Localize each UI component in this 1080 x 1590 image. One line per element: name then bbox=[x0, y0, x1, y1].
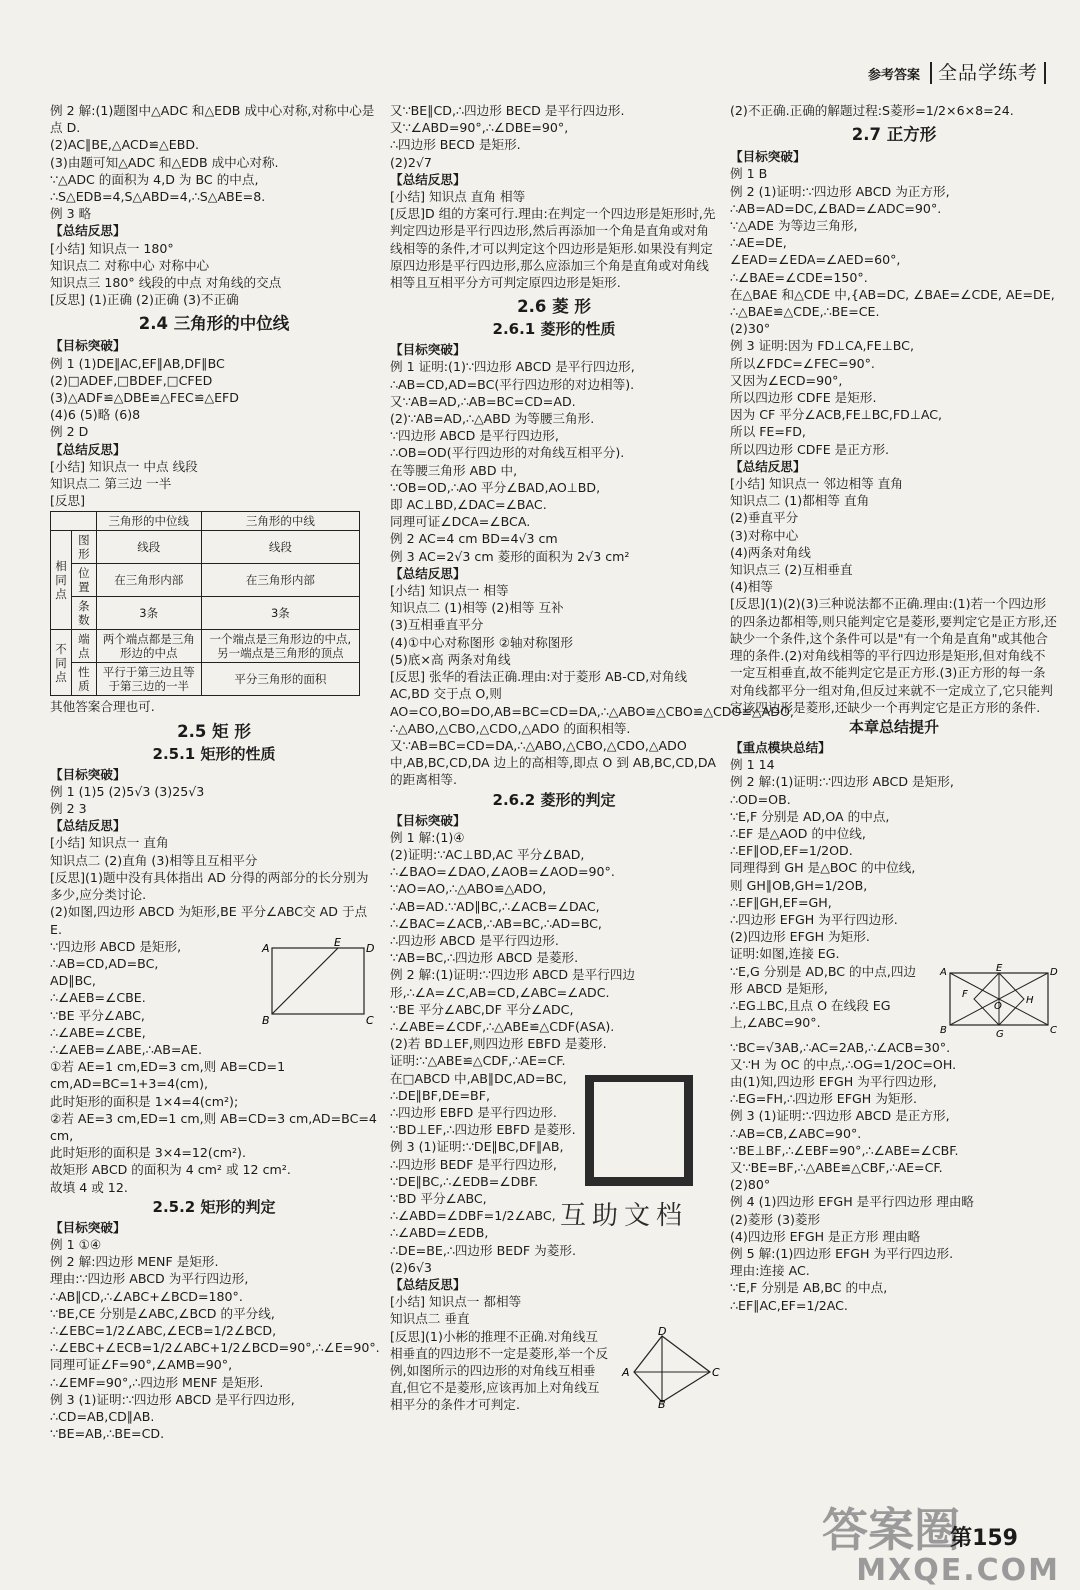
table-cell: 一个端点是三角形边的中点,另一端点是三角形的顶点 bbox=[201, 630, 359, 663]
text-line: ∴AB∥CD,∴∠ABC+∠BCD=180°. bbox=[50, 1288, 243, 1304]
text-line: ∵DE∥BC,∴∠EDB=∠DBF. bbox=[390, 1173, 539, 1189]
text-line: [反思] (1)正确 (2)正确 (3)不正确 bbox=[50, 292, 239, 308]
text-line: ∴△BAE≌△CDE,∴BE=CE. bbox=[730, 304, 880, 320]
text-line: ∴OB=OD(平行四边形的对角线互相平分). bbox=[390, 445, 625, 461]
text-line: ∴OD=OB. bbox=[730, 791, 791, 807]
section-tag: 【总结反思】 bbox=[50, 223, 126, 239]
text-line: ∴四边形 BEDF 是平行四边形, bbox=[390, 1156, 557, 1172]
table-cell: 端点 bbox=[72, 630, 97, 663]
table-cell: 三角形的中位线 bbox=[96, 512, 201, 531]
section-title: 2.5 矩 形 bbox=[177, 721, 251, 741]
column-right bbox=[730, 102, 1058, 1542]
text-line: (2)□ADEF,□BDEF,□CFED bbox=[50, 372, 213, 388]
figure-label: G bbox=[996, 1028, 1004, 1040]
text-line: (2)80° bbox=[730, 1177, 771, 1193]
text-line: ∴∠ABD=∠DBF=1/2∠ABC, bbox=[390, 1208, 556, 1224]
text-line: (2)垂直平分 bbox=[730, 510, 799, 526]
text-line: ∵△ADE 为等边三角形, bbox=[730, 218, 858, 234]
text-line: 所以 FE=FD, bbox=[730, 424, 806, 440]
text-line: ∴四边形 EFGH 为平行四边形. bbox=[730, 911, 898, 927]
text-line: 例 1 (1)5 (2)5√3 (3)25√3 bbox=[50, 783, 205, 799]
table-cell: 平行于第三边且等于第三边的一半 bbox=[96, 663, 201, 696]
section-title: 2.4 三角形的中位线 bbox=[138, 314, 290, 334]
text-line: ∵四边形 ABCD 是矩形, bbox=[50, 938, 182, 954]
text-line: (4)两条对角线 bbox=[730, 544, 811, 560]
site-logo: 答案圈 bbox=[822, 1503, 960, 1557]
text-line: ∴∠EMF=90°,∴四边形 MENF 是矩形. bbox=[50, 1374, 264, 1390]
text-line: 又因为∠ECD=90°, bbox=[730, 372, 843, 388]
text-line: 例 2 3 bbox=[50, 801, 87, 817]
table-cell: 平分三角形的面积 bbox=[201, 663, 359, 696]
text-line: 证明:如图,连接 EG. bbox=[730, 946, 840, 962]
text-line: 例 1 (1)DE∥AC,EF∥AB,DF∥BC bbox=[50, 355, 225, 371]
text-line: 知识点二 对称中心 对称中心 bbox=[50, 257, 210, 273]
text-line: 例 3 (1)证明:∵四边形 ABCD 是平行四边形, bbox=[50, 1391, 295, 1407]
text-line: ∴AB=AD=DC,∠BAD=∠ADC=90°. bbox=[730, 200, 942, 216]
text-line: 即 AC⊥BD,∠DAC=∠BAC. bbox=[390, 497, 547, 513]
text-line: ∵BE⊥BF,∴∠EBF=90°,∴∠ABE=∠CBF. bbox=[730, 1142, 959, 1158]
text-line: 理由:连接 AC. bbox=[730, 1263, 810, 1279]
text-line: 所以四边形 CDFE 是矩形. bbox=[730, 390, 877, 406]
table-cell: 线段 bbox=[96, 531, 201, 564]
subsection-title: 2.6.2 菱形的判定 bbox=[492, 790, 616, 809]
text-line: ∴四边形 EBFD 是平行四边形. bbox=[390, 1104, 557, 1120]
section-title: 2.7 正方形 bbox=[851, 125, 937, 145]
text-line: (4)四边形 EFGH 是正方形 理由略 bbox=[730, 1228, 921, 1244]
text-line: ∴AB=CB,∠ABC=90°. bbox=[730, 1125, 862, 1141]
text-line: 在等腰三角形 ABD 中, bbox=[390, 462, 518, 478]
text-line: ∵BE 平分∠ABC, bbox=[50, 1007, 145, 1023]
text-line: 因为 CF 平分∠ACB,FE⊥BC,FD⊥AC, bbox=[730, 407, 943, 423]
text-line: [反思](1)题中没有具体指出 AD 分得的两部分的长分别为多少,应分类讨论. bbox=[50, 869, 369, 903]
text-line: (4)6 (5)略 (6)8 bbox=[50, 407, 141, 423]
text-line: [小结] 知识点一 相等 bbox=[390, 583, 509, 599]
text-line: ∴AB=AD.∵AD∥BC,∴∠ACB=∠DAC, bbox=[390, 898, 600, 914]
text-line: [反思] bbox=[50, 493, 86, 509]
figure-label: E bbox=[334, 935, 341, 949]
text-line: 其他答案合理也可. bbox=[50, 699, 155, 715]
text-line: [反思] 张华的看法正确.理由:对于菱形 AB-CD,对角线 AC,BD 交于点 O,则 AO=CO,BO=DO,AB=BC=CD=DA,∴△ABO≌△CBO≌△CDO≌△ADO, bbox=[390, 669, 794, 719]
text-line: ∴AE=DE, bbox=[730, 235, 787, 251]
table-cell: 3条 bbox=[201, 597, 359, 630]
text-line: 此时矩形的面积是 1×4=4(cm²); bbox=[50, 1093, 239, 1109]
text-line: ∵AB=BC,∴四边形 ABCD 是菱形. bbox=[390, 950, 579, 966]
text-line: ∵BD 平分∠ABC, bbox=[390, 1190, 487, 1206]
subsection-title: 2.5.2 矩形的判定 bbox=[152, 1197, 276, 1216]
text-line: ∴∠EBC=1/2∠ABC,∠ECB=1/2∠BCD, bbox=[50, 1322, 277, 1338]
table-cell: 在三角形内部 bbox=[96, 564, 201, 597]
page-number: 第159 bbox=[950, 1526, 1018, 1551]
table-cell: 3条 bbox=[96, 597, 201, 630]
text-line: 例 3 (1)证明:∵四边形 ABCD 是正方形, bbox=[730, 1108, 950, 1124]
text-line: ∵E,F 分别是 AD,OA 的中点, bbox=[730, 808, 890, 824]
section-title: 2.6 菱 形 bbox=[517, 297, 591, 317]
subsection-title: 2.5.1 矩形的性质 bbox=[152, 744, 276, 763]
text-line: 证明:∵△ABE≌△CDF,∴AE=CF. bbox=[390, 1053, 566, 1069]
text-line: ∴EF∥AC,EF=1/2AC. bbox=[730, 1297, 848, 1313]
header-brand: 全品学练考 bbox=[930, 62, 1046, 84]
figure-label: D bbox=[366, 941, 375, 955]
table-cell bbox=[51, 512, 97, 531]
text-line: 则 GH∥OB,GH=1/2OB, bbox=[730, 877, 868, 893]
text-line: ∵AO=AO,∴△ABO≌△ADO, bbox=[390, 881, 547, 897]
figure-label: A bbox=[262, 941, 270, 955]
text-line: ①若 AE=1 cm,ED=3 cm,则 AB=CD=1 cm,AD=BC=1+3=4(cm), bbox=[50, 1059, 286, 1092]
text-line: ∴∠BAO=∠DAO,∠AOB=∠AOD=90°. bbox=[390, 864, 615, 880]
text-line: 知识点三 180° 线段的中点 对角线的交点 bbox=[50, 275, 282, 291]
text-line: 知识点二 (1)相等 (2)相等 互补 bbox=[390, 600, 564, 616]
text-line: ∴∠AEB=∠ABE,∴AB=AE. bbox=[50, 1041, 202, 1057]
text-line: 又∵∠ABD=90°,∴∠DBE=90°, bbox=[390, 120, 569, 136]
figure-label: O bbox=[994, 1000, 1002, 1012]
text-line: (2)若 BD⊥EF,则四边形 EBFD 是菱形. bbox=[390, 1036, 607, 1052]
text-line: ∴EF∥OD,EF=1/2OD. bbox=[730, 843, 853, 859]
column-left bbox=[50, 102, 378, 1542]
text-line: 例 1 B bbox=[730, 166, 768, 182]
text-line: 知识点二 第三边 一半 bbox=[50, 476, 172, 492]
text-line: [反思](1)(2)(3)三种说法都不正确.理由:(1)若一个四边形的四条边都相等,则只能判定它是菱形,要判定它是正方形,还缺少一个条件,这个条件可以是"有一个角是直角"或其他合理的条件.(2)对角线相等的平行四边形是矩形,但对角线不一定互相垂直,故不能判定它是正方形.(3)正方形的每一条对角线都平分一组对角,但反过来就不一定成立了,它只能判定该四边形是菱形,还缺少一个再判定它是正方形的条件. bbox=[730, 596, 1057, 715]
text-line: 此时矩形的面积是 3×4=12(cm²). bbox=[50, 1145, 246, 1161]
section-tag: 【总结反思】 bbox=[50, 441, 126, 457]
figure-label: D bbox=[658, 1324, 667, 1338]
text-line: 知识点二 (2)直角 (3)相等且互相平分 bbox=[50, 852, 258, 868]
text-line: 所以∠FDC=∠FEC=90°. bbox=[730, 355, 875, 371]
text-line: 同理可证∠F=90°,∠AMB=90°, bbox=[50, 1357, 233, 1373]
text-line: 知识点二 垂直 bbox=[390, 1311, 470, 1327]
text-line: 理由:∵四边形 ABCD 为平行四边形, bbox=[50, 1271, 249, 1287]
figure-label: A bbox=[940, 966, 947, 978]
text-line: 例 2 AC=4 cm BD=4√3 cm bbox=[390, 531, 558, 547]
text-line: 例 1 14 bbox=[730, 757, 775, 773]
text-line: [小结] 知识点一 都相等 bbox=[390, 1294, 522, 1310]
section-tag: 【总结反思】 bbox=[390, 565, 466, 581]
figure-label: B bbox=[262, 1013, 270, 1027]
rectangle-figure bbox=[258, 935, 378, 1028]
text-line: ∵BE 平分∠ABC,DF 平分∠ADC, bbox=[390, 1001, 574, 1017]
figure-label: C bbox=[1050, 1024, 1057, 1036]
text-line: (3)△ADF≌△DBE≌△FEC≌△EFD bbox=[50, 390, 239, 406]
text-line: ∴△ABO,△CBO,△CDO,△ADO 的面积相等. bbox=[390, 720, 631, 736]
text-line: ∵四边形 ABCD 是平行四边形, bbox=[390, 428, 559, 444]
text-line: ∵BE,CE 分别是∠ABC,∠BCD 的平分线, bbox=[50, 1305, 275, 1321]
text-line: 例 3 证明:因为 FD⊥CA,FE⊥BC, bbox=[730, 338, 914, 354]
text-line: ∵E,G 分别是 AD,BC 的中点,四边形 ABCD 是矩形, bbox=[730, 963, 917, 996]
table-row bbox=[51, 597, 360, 630]
text-line: [小结] 知识点 直角 相等 bbox=[390, 189, 526, 205]
text-line: 例 2 (1)证明:∵四边形 ABCD 为正方形, bbox=[730, 183, 950, 199]
table-cell: 相同点 bbox=[51, 531, 72, 630]
text-line: ∴EF∥GH,EF=GH, bbox=[730, 894, 832, 910]
text-line: ∠EAD=∠EDA=∠AED=60°, bbox=[730, 252, 901, 268]
text-line: (2)∵AB=AD,∴△ABD 为等腰三角形. bbox=[390, 411, 595, 427]
site-url: MXQE.COM bbox=[856, 1553, 1060, 1588]
section-tag: 【目标突破】 bbox=[50, 338, 126, 354]
text-block bbox=[730, 963, 920, 1039]
text-line: 例 2 解:(1)证明:∵四边形 ABCD 是矩形, bbox=[730, 774, 954, 790]
text-line: (2)AC∥BE,△ACD≌△EBD. bbox=[50, 137, 200, 153]
text-line: ∵E,F 分别是 AB,BC 的中点, bbox=[730, 1280, 888, 1296]
section-tag: 【总结反思】 bbox=[390, 171, 466, 187]
text-line: ∴四边形 ABCD 是平行四边形. bbox=[390, 932, 559, 948]
text-line: (2)菱形 (3)菱形 bbox=[730, 1211, 821, 1227]
text-line: (2)2√7 bbox=[390, 154, 432, 170]
figure-label: A bbox=[622, 1365, 630, 1379]
text-line: ∴AB=CD,AD=BC(平行四边形的对边相等). bbox=[390, 376, 635, 392]
table-row bbox=[51, 512, 360, 531]
text-line: [小结] 知识点一 邻边相等 直角 bbox=[730, 476, 903, 492]
header-ref: 参考答案 bbox=[867, 67, 920, 83]
text-line: ∴四边形 BECD 是矩形. bbox=[390, 137, 521, 153]
text-line: [反思]D 组的方案可行.理由:在判定一个四边形是矩形时,先判定四边形是平行四边形,然后再添加一个角是直角或对角线相等的条件,才可以判定这个四边形是矩形.如果没有判定原四边形是平行四边形,那么应添加三个角是直角或对角线相等且互相平分方可判定原四边形是矩形. bbox=[390, 206, 716, 291]
table-cell: 不同点 bbox=[51, 630, 72, 696]
text-line: (3)互相垂直平分 bbox=[390, 617, 484, 633]
text-line: ∴EG=FH,∴四边形 EFGH 为矩形. bbox=[730, 1091, 918, 1107]
kite-figure bbox=[622, 1324, 720, 1411]
text-line: ∴∠BAE=∠CDE=150°. bbox=[730, 269, 868, 285]
comparison-table bbox=[50, 511, 360, 696]
figure-label: E bbox=[996, 962, 1003, 974]
figure-row bbox=[730, 963, 1058, 1039]
subsection-title: 2.6.1 菱形的性质 bbox=[492, 320, 616, 339]
text-line: 又∵H 为 OC 的中点,∴OG=1/2OC=OH. bbox=[730, 1056, 957, 1072]
section-tag: 【重点模块总结】 bbox=[730, 739, 831, 755]
text-line: AD∥BC, bbox=[50, 973, 96, 989]
text-line: ∵△ADC 的面积为 4,D 为 BC 的中点, bbox=[50, 171, 259, 187]
text-line: (2)6√3 bbox=[390, 1259, 432, 1275]
text-line: ∴∠ABD=∠EDB, bbox=[390, 1225, 489, 1241]
text-line: (2)四边形 EFGH 为矩形. bbox=[730, 929, 870, 945]
text-line: [小结] 知识点一 直角 bbox=[50, 835, 169, 851]
section-tag: 【目标突破】 bbox=[390, 812, 466, 828]
text-line: 例 2 解:(1)题图中△ADC 和△EDB 成中心对称,对称中心是点 D. bbox=[50, 103, 375, 136]
figure-label: F bbox=[962, 988, 968, 1000]
text-line: 在□ABCD 中,AB∥DC,AD=BC, bbox=[390, 1070, 567, 1086]
figure-label: C bbox=[712, 1365, 720, 1379]
table-cell: 在三角形内部 bbox=[201, 564, 359, 597]
text-line: ∴∠EBC+∠ECB=1/2∠ABC+1/2∠BCD=90°,∴∠E=90°. bbox=[50, 1340, 380, 1356]
text-line: 故填 4 或 12. bbox=[50, 1179, 128, 1195]
text-line: ∴S△EDB=4,S△ABD=4,∴S△ABE=8. bbox=[50, 189, 266, 205]
text-line: ∵BE=AB,∴BE=CD. bbox=[50, 1426, 165, 1442]
section-tag: 【目标突破】 bbox=[50, 1219, 126, 1235]
text-line: 例 2 解:四边形 MENF 是矩形. bbox=[50, 1254, 219, 1270]
text-line: 由(1)知,四边形 EFGH 为平行四边形, bbox=[730, 1073, 937, 1089]
table-cell: 三角形的中线 bbox=[201, 512, 359, 531]
text-line: 例 4 (1)四边形 EFGH 是平行四边形 理由略 bbox=[730, 1194, 975, 1210]
text-line: 例 5 解:(1)四边形 EFGH 为平行四边形. bbox=[730, 1245, 954, 1261]
text-block bbox=[50, 938, 181, 1041]
table-row bbox=[51, 630, 360, 663]
text-line: 知识点三 (2)互相垂直 bbox=[730, 562, 853, 578]
text-line: 所以四边形 CDFE 是正方形. bbox=[730, 441, 890, 457]
text-line: ∴∠ABE=∠CBE, bbox=[50, 1024, 146, 1040]
text-line: (2)30° bbox=[730, 321, 771, 337]
subsection-title: 本章总结提升 bbox=[848, 717, 939, 736]
text-line: ∴∠ABE=∠CDF,∴△ABE≌△CDF(ASA). bbox=[390, 1018, 615, 1034]
text-line: 例 2 D bbox=[50, 424, 89, 440]
table-row bbox=[51, 531, 360, 564]
text-line: (3)对称中心 bbox=[730, 527, 799, 543]
text-line: [小结] 知识点一 180° bbox=[50, 240, 174, 256]
text-line: 同理得到 GH 是△BOC 的中位线, bbox=[730, 860, 916, 876]
text-line: 例 1 解:(1)④ bbox=[390, 829, 465, 845]
text-line: (2)不正确.正确的解题过程:S菱形=1/2×6×8=24. bbox=[730, 103, 1014, 118]
text-line: 又∵BE=BF,∴△ABE≌△CBF,∴AE=CF. bbox=[730, 1159, 943, 1175]
figure-label: C bbox=[366, 1013, 374, 1027]
text-line: ∴∠BAC=∠ACB,∴AB=BC,∴AD=BC, bbox=[390, 915, 602, 931]
table-row bbox=[51, 564, 360, 597]
text-line: ∴AB=CD,AD=BC, bbox=[50, 955, 159, 971]
figure-row bbox=[50, 935, 378, 1041]
text-line: [反思](1)小彬的推理不正确.对角线互相垂直的四边形不一定是菱形,举一个反例,如图所示的四边形的对角线互相垂直,但它不是菱形,应该再加上对角线互相平分的条件才可判定. bbox=[390, 1328, 609, 1413]
text-line: (4)相等 bbox=[730, 579, 774, 595]
text-line: 又∵BE∥CD,∴四边形 BECD 是平行四边形. bbox=[390, 103, 625, 118]
text-line: (5)底×高 两条对角线 bbox=[390, 651, 511, 667]
text-line: 同理可证∠DCA=∠BCA. bbox=[390, 514, 531, 530]
text-line: 例 1 证明:(1)∵四边形 ABCD 是平行四边形, bbox=[390, 359, 635, 375]
page-header bbox=[868, 62, 1046, 84]
table-row bbox=[51, 663, 360, 696]
figure-label: B bbox=[658, 1397, 666, 1411]
section-tag: 【总结反思】 bbox=[390, 1277, 466, 1292]
table-cell: 线段 bbox=[201, 531, 359, 564]
text-line: 故矩形 ABCD 的面积为 4 cm² 或 12 cm². bbox=[50, 1162, 291, 1178]
figure-row bbox=[390, 1324, 720, 1414]
text-line: 又∵AB=AD,∴AB=BC=CD=AD. bbox=[390, 393, 576, 409]
content-columns bbox=[50, 102, 1060, 1542]
table-cell: 位置 bbox=[72, 564, 97, 597]
figure-label: H bbox=[1026, 994, 1034, 1006]
rectangle-diagonals-figure bbox=[938, 963, 1058, 1039]
table-cell: 两个端点都是三角形边的中点 bbox=[96, 630, 201, 663]
text-line: 又∵AB=BC=CD=DA,∴△ABO,△CBO,△CDO,△ADO 中,AB,BC,CD,DA 边上的高相等,即点 O 到 AB,BC,CD,DA 的距离相等. bbox=[390, 737, 716, 788]
text-line: (3)由题可知△ADC 和△EDB 成中心对称. bbox=[50, 154, 279, 170]
text-line: ∵BD⊥EF,∴四边形 EBFD 是菱形. bbox=[390, 1122, 576, 1138]
text-line: (2)如图,四边形 ABCD 为矩形,BE 平分∠ABC交 AD 于点 E. bbox=[50, 904, 368, 937]
text-line: ②若 AE=3 cm,ED=1 cm,则 AB=CD=3 cm,AD=BC=4 cm, bbox=[50, 1110, 377, 1143]
text-line: 例 3 (1)证明:∵DE∥BC,DF∥AB, bbox=[390, 1139, 564, 1155]
text-line: ∴EG⊥BC,且点 O 在线段 EG 上,∠ABC=90°. bbox=[730, 997, 891, 1031]
section-tag: 【目标突破】 bbox=[730, 149, 806, 165]
text-line: 知识点二 (1)都相等 直角 bbox=[730, 493, 870, 509]
text-line: ∴EF 是△AOD 的中位线, bbox=[730, 825, 866, 841]
section-tag: 【目标突破】 bbox=[390, 342, 466, 358]
text-line: 例 1 ①④ bbox=[50, 1236, 102, 1252]
text-line: [小结] 知识点一 中点 线段 bbox=[50, 458, 198, 474]
text-line: 例 2 解:(1)证明:∵四边形 ABCD 是平行四边形,∴∠A=∠C,AB=CD,∠ABC=∠ADC. bbox=[390, 967, 636, 1000]
watermark-text: 互助文档 bbox=[560, 1201, 689, 1231]
text-line: 例 3 AC=2√3 cm 菱形的面积为 2√3 cm² bbox=[390, 548, 630, 564]
text-line: 例 3 略 bbox=[50, 206, 92, 222]
figure-label: D bbox=[1050, 966, 1058, 978]
figure-label: B bbox=[940, 1024, 947, 1036]
section-tag: 【总结反思】 bbox=[730, 458, 806, 474]
table-cell: 条数 bbox=[72, 597, 97, 630]
watermark-frame bbox=[585, 1075, 693, 1186]
table-cell: 性质 bbox=[72, 663, 97, 696]
text-line: 在△BAE 和△CDE 中,{AB=DC, ∠BAE=∠CDE, AE=DE, bbox=[730, 286, 1055, 302]
table-cell: 图形 bbox=[72, 531, 97, 564]
text-line: (2)证明:∵AC⊥BD,AC 平分∠BAD, bbox=[390, 846, 585, 862]
text-line: ∴∠AEB=∠CBE. bbox=[50, 990, 146, 1006]
text-line: ∵OB=OD,∴AO 平分∠BAD,AO⊥BD, bbox=[390, 479, 601, 495]
section-tag: 【目标突破】 bbox=[50, 766, 126, 782]
text-line: ∴DE∥BF,DE=BF, bbox=[390, 1087, 490, 1103]
text-line: ∵BC=√3AB,∴AC=2AB,∴∠ACB=30°. bbox=[730, 1039, 951, 1055]
text-line: ∴DE=BE,∴四边形 BEDF 为菱形. bbox=[390, 1242, 576, 1258]
text-line: (4)①中心对称图形 ②轴对称图形 bbox=[390, 634, 573, 650]
section-tag: 【总结反思】 bbox=[50, 818, 126, 834]
text-line: ∴CD=AB,CD∥AB. bbox=[50, 1408, 155, 1424]
